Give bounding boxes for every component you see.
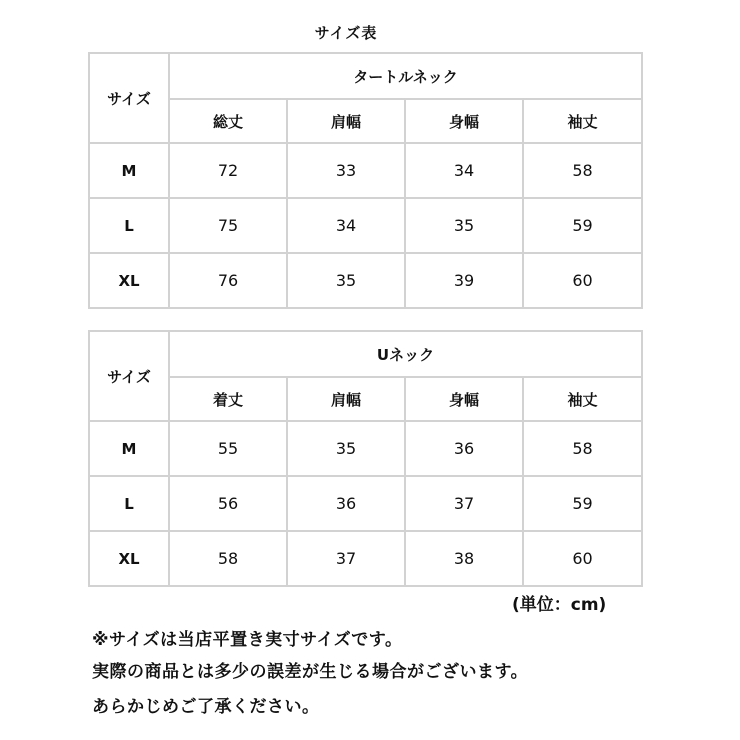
measurement-cell: 34 [287,198,405,253]
size-label: M [89,421,169,476]
column-header: 袖丈 [523,99,642,143]
size-label: M [89,143,169,198]
measurement-cell: 59 [523,476,642,531]
note-line: 実際の商品とは多少の誤差が生じる場合がございます。 [92,662,529,682]
table-row [89,143,642,198]
measurement-cell: 37 [405,476,523,531]
size-label: L [89,476,169,531]
measurement-cell: 58 [523,143,642,198]
column-header: 身幅 [405,99,523,143]
measurement-cell: 60 [523,531,642,586]
measurement-cell: 34 [405,143,523,198]
column-header: 袖丈 [523,377,642,421]
size-header-cell: サイズ [89,53,169,143]
measurement-cell: 39 [405,253,523,308]
measurement-cell: 59 [523,198,642,253]
size-header-cell: サイズ [89,331,169,421]
table-row [89,531,642,586]
table-row [89,421,642,476]
style-header-cell: Uネック [169,331,642,377]
measurement-cell: 58 [169,531,287,586]
column-header: 肩幅 [287,99,405,143]
measurement-cell: 37 [287,531,405,586]
measurement-cell: 38 [405,531,523,586]
size-label: XL [89,531,169,586]
size-table-turtleneck [88,52,643,309]
measurement-cell: 33 [287,143,405,198]
measurement-cell: 36 [287,476,405,531]
measurement-cell: 60 [523,253,642,308]
note-line: ※サイズは当店平置き実寸サイズです。 [92,630,403,650]
note-line: あらかじめご了承ください。 [92,697,320,717]
measurement-cell: 56 [169,476,287,531]
table-row [89,476,642,531]
column-header: 着丈 [169,377,287,421]
measurement-cell: 72 [169,143,287,198]
column-header: 肩幅 [287,377,405,421]
style-header-cell: タートルネック [169,53,642,99]
measurement-cell: 76 [169,253,287,308]
measurement-cell: 35 [405,198,523,253]
page-title: サイズ表 [314,24,378,42]
table-row [89,253,642,308]
unit-label: (単位：cm) [512,595,607,615]
measurement-cell: 35 [287,253,405,308]
size-label: L [89,198,169,253]
measurement-cell: 35 [287,421,405,476]
measurement-cell: 36 [405,421,523,476]
measurement-cell: 58 [523,421,642,476]
size-label: XL [89,253,169,308]
column-header: 総丈 [169,99,287,143]
measurement-cell: 75 [169,198,287,253]
size-table-u-neck [88,330,643,587]
table-row [89,198,642,253]
column-header: 身幅 [405,377,523,421]
measurement-cell: 55 [169,421,287,476]
